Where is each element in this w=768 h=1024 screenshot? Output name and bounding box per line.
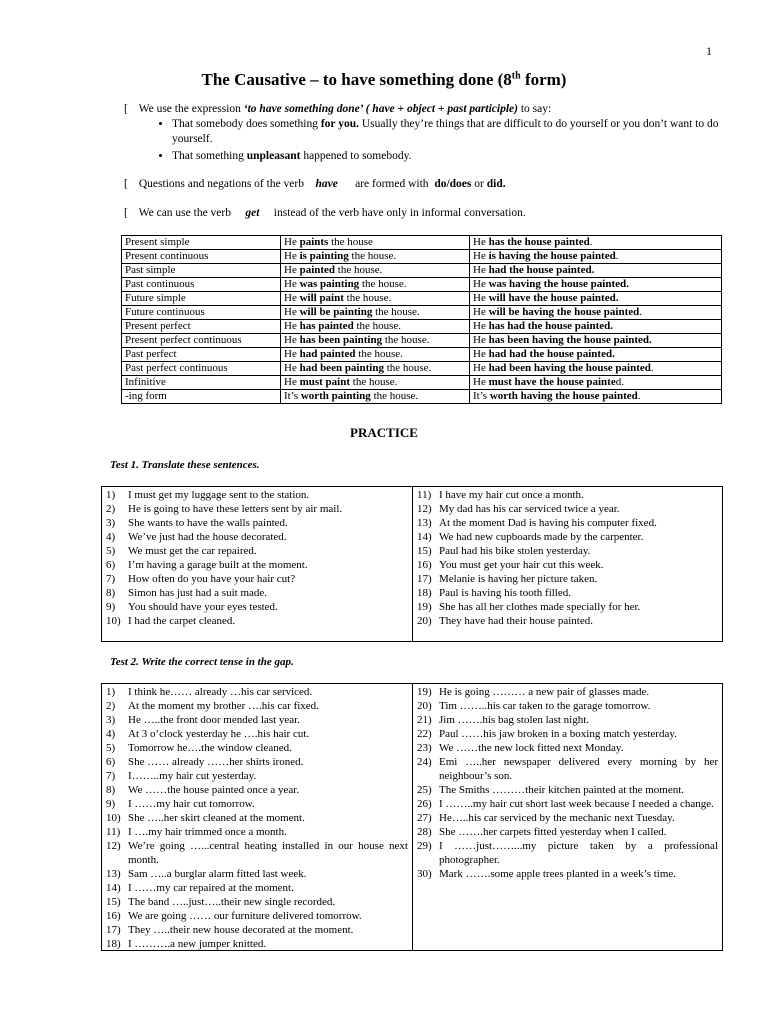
exercise-number: 4) (106, 728, 116, 740)
exercise-item (417, 727, 718, 741)
causative-form-cell: He is having the house painted. (470, 250, 722, 264)
exercise-item (106, 797, 408, 811)
exercise-number: 13) (106, 868, 121, 880)
tense-name-cell: Present perfect (122, 320, 281, 334)
exercise-number: 5) (106, 742, 116, 754)
exercise-item (417, 558, 718, 572)
exercise-sentence: I had the carpet cleaned. (128, 615, 236, 627)
exercise-number: 29) (417, 840, 432, 852)
exercise-sentence: Melanie is having her picture taken. (439, 573, 598, 585)
forms-table-row (122, 250, 722, 264)
exercise-number: 23) (417, 742, 432, 754)
exercise-number: 24) (417, 756, 432, 768)
exercise-number: 5) (106, 545, 116, 557)
tense-name-cell: Past perfect continuous (122, 362, 281, 376)
exercise-sentence: They …..their new house decorated at the moment. (128, 924, 354, 936)
causative-form-cell: He has had the house painted. (470, 320, 722, 334)
exercise-item (106, 867, 408, 881)
exercise-item (417, 586, 718, 600)
causative-form-cell: He will be having the house painted. (470, 306, 722, 320)
bullet-item: • That somebody does something for you. Usually they’re things that are difficult to do yourself or you don’t want to do yourself. (172, 117, 724, 147)
tense-name-cell: Present simple (122, 236, 281, 250)
tense-name-cell: Past continuous (122, 278, 281, 292)
test1-left-column (102, 487, 412, 641)
forms-table-row (122, 320, 722, 334)
causative-form-cell: He has been having the house painted. (470, 334, 722, 348)
exercise-number: 27) (417, 812, 432, 824)
tense-name-cell: -ing form (122, 390, 281, 404)
active-form-cell: He was painting the house. (281, 278, 470, 292)
exercise-sentence: Jim …….his bag stolen last night. (439, 714, 590, 726)
exercise-item (106, 713, 408, 727)
exercise-number: 8) (106, 587, 116, 599)
exercise-sentence: I……..my hair cut yesterday. (128, 770, 257, 782)
intro-paragraph-questions: [ Questions and negations of the verb have are formed with do/does or did. (124, 178, 506, 190)
exercise-sentence: He…..his car serviced by the mechanic next Tuesday. (439, 812, 675, 824)
exercise-sentence: How often do you have your hair cut? (128, 573, 296, 585)
exercise-number: 9) (106, 601, 116, 613)
exercise-number: 20) (417, 700, 432, 712)
exercise-number: 30) (417, 868, 432, 880)
exercise-item (106, 685, 408, 699)
exercise-number: 25) (417, 784, 432, 796)
exercise-item (106, 727, 408, 741)
exercise-number: 10) (106, 615, 121, 627)
exercise-number: 13) (417, 517, 432, 529)
exercise-item (106, 614, 408, 628)
exercise-item (417, 685, 718, 699)
exercise-sentence: Paul had his bike stolen yesterday. (439, 545, 591, 557)
active-form-cell: He will paint the house. (281, 292, 470, 306)
exercise-sentence: At 3 o’clock yesterday he ….his hair cut. (128, 728, 310, 740)
forms-table-row (122, 292, 722, 306)
exercise-item (106, 783, 408, 797)
exercise-sentence: He …..the front door mended last year. (128, 714, 300, 726)
exercise-item (106, 530, 408, 544)
causative-forms-table (121, 235, 722, 404)
page-title: The Causative – to have something done (8th form) (201, 70, 567, 89)
exercise-number: 15) (106, 896, 121, 908)
exercise-number: 26) (417, 798, 432, 810)
exercise-item (106, 909, 408, 923)
exercise-sentence: I have my hair cut once a month. (439, 489, 584, 501)
exercise-sentence: She …… already ……her shirts ironed. (128, 756, 304, 768)
exercise-sentence: We’re going …...central heating installed in our house next month. (128, 840, 408, 866)
exercise-sentence: They have had their house painted. (439, 615, 593, 627)
exercise-number: 17) (106, 924, 121, 936)
exercise-number: 19) (417, 686, 432, 698)
forms-table-row (122, 334, 722, 348)
exercise-number: 7) (106, 770, 116, 782)
causative-form-cell: He was having the house painted. (470, 278, 722, 292)
test2-heading: Test 2. Write the correct tense in the gap. (110, 656, 294, 668)
exercise-item (417, 741, 718, 755)
exercise-number: 14) (417, 531, 432, 543)
exercise-sentence: She …….her carpets fitted yesterday when I called. (439, 826, 667, 838)
exercise-item (106, 923, 408, 937)
exercise-sentence: She wants to have the walls painted. (128, 517, 288, 529)
causative-form-cell: It’s worth having the house painted. (470, 390, 722, 404)
exercise-number: 1) (106, 686, 116, 698)
exercise-sentence: Paul ……his jaw broken in a boxing match yesterday. (439, 728, 677, 740)
exercise-item (417, 713, 718, 727)
exercise-sentence: At the moment Dad is having his computer fixed. (439, 517, 657, 529)
active-form-cell: He has been painting the house. (281, 334, 470, 348)
exercise-number: 17) (417, 573, 432, 585)
causative-form-cell: He had had the house painted. (470, 348, 722, 362)
active-form-cell: He is painting the house. (281, 250, 470, 264)
exercise-sentence: He is going to have these letters sent by air mail. (128, 503, 343, 515)
exercise-sentence: At the moment my brother ….his car fixed. (128, 700, 319, 712)
exercise-item (106, 895, 408, 909)
exercise-number: 6) (106, 559, 116, 571)
exercise-item (417, 516, 718, 530)
forms-table-row (122, 362, 722, 376)
exercise-sentence: She has all her clothes made specially for her. (439, 601, 641, 613)
exercise-item (106, 839, 408, 867)
exercise-number: 10) (106, 812, 121, 824)
test1-box (101, 486, 723, 642)
test2-box (101, 683, 723, 951)
exercise-item (106, 755, 408, 769)
exercise-sentence: We had new cupboards made by the carpenter. (439, 531, 644, 543)
exercise-number: 1) (106, 489, 116, 501)
exercise-number: 12) (417, 503, 432, 515)
exercise-sentence: You must get your hair cut this week. (439, 559, 604, 571)
exercise-sentence: I ….my hair trimmed once a month. (128, 826, 287, 838)
exercise-item (417, 839, 718, 867)
test2-right-column (412, 684, 722, 950)
exercise-number: 14) (106, 882, 121, 894)
exercise-sentence: Sam …..a burglar alarm fitted last week. (128, 868, 307, 880)
exercise-number: 18) (417, 587, 432, 599)
active-form-cell: He had been painting the house. (281, 362, 470, 376)
exercise-number: 9) (106, 798, 116, 810)
forms-table-row (122, 264, 722, 278)
exercise-item (417, 530, 718, 544)
exercise-item (417, 502, 718, 516)
causative-form-cell: He has the house painted. (470, 236, 722, 250)
practice-heading: PRACTICE (350, 425, 418, 440)
exercise-item (417, 755, 718, 783)
exercise-item (106, 600, 408, 614)
exercise-number: 19) (417, 601, 432, 613)
exercise-sentence: I think he…… already …his car serviced. (128, 686, 313, 698)
active-form-cell: He painted the house. (281, 264, 470, 278)
intro-paragraph-get: [ We can use the verb get instead of the verb have only in informal conversation. (124, 207, 526, 219)
causative-form-cell: He will have the house painted. (470, 292, 722, 306)
exercise-item (417, 811, 718, 825)
active-form-cell: It’s worth painting the house. (281, 390, 470, 404)
exercise-number: 3) (106, 517, 116, 529)
bullet-item: • That something unpleasant happened to somebody. (172, 149, 724, 164)
exercise-number: 7) (106, 573, 116, 585)
causative-form-cell: He had the house painted. (470, 264, 722, 278)
intro-paragraph-usage: [ We use the expression ‘to have something done’ ( have + object + past participle) to say: • That somebody does something for you. Usually they’re things that are difficult to do yourself or you don’t want to do yourself. • That something unpleasant happened to somebody. (124, 103, 724, 164)
exercise-number: 21) (417, 714, 432, 726)
test1-right-column (412, 487, 722, 641)
exercise-sentence: We’ve just had the house decorated. (128, 531, 287, 543)
page-number: 1 (706, 44, 712, 58)
exercise-number: 4) (106, 531, 116, 543)
exercise-sentence: The Smiths ………their kitchen painted at the moment. (439, 784, 685, 796)
exercise-sentence: Mark …….some apple trees planted in a week’s time. (439, 868, 677, 880)
exercise-sentence: Tomorrow he….the window cleaned. (128, 742, 292, 754)
forms-table-row (122, 278, 722, 292)
exercise-sentence: My dad has his car serviced twice a year. (439, 503, 620, 515)
exercise-sentence: Paul is having his tooth filled. (439, 587, 571, 599)
exercise-item (417, 572, 718, 586)
exercise-item (417, 867, 718, 881)
exercise-number: 16) (106, 910, 121, 922)
exercise-sentence: I ……my car repaired at the moment. (128, 882, 294, 894)
exercise-sentence: I ……my hair cut tomorrow. (128, 798, 255, 810)
active-form-cell: He had painted the house. (281, 348, 470, 362)
active-form-cell: He paints the house (281, 236, 470, 250)
exercise-item (106, 699, 408, 713)
exercise-number: 11) (417, 489, 432, 501)
exercise-item (417, 783, 718, 797)
exercise-item (417, 544, 718, 558)
exercise-sentence: Emi …..her newspaper delivered every morning by her neighbour’s son. (439, 756, 718, 782)
forms-table-row (122, 376, 722, 390)
exercise-item (106, 811, 408, 825)
exercise-sentence: The band …..just…..their new single recorded. (128, 896, 336, 908)
exercise-sentence: I must get my luggage sent to the station. (128, 489, 310, 501)
exercise-number: 8) (106, 784, 116, 796)
causative-form-cell: He had been having the house painted. (470, 362, 722, 376)
exercise-item (106, 516, 408, 530)
exercise-number: 16) (417, 559, 432, 571)
exercise-sentence: We are going …… our furniture delivered tomorrow. (128, 910, 362, 922)
usage-bullet-list (124, 117, 724, 164)
exercise-item (417, 600, 718, 614)
exercise-number: 6) (106, 756, 116, 768)
active-form-cell: He must paint the house. (281, 376, 470, 390)
tense-name-cell: Future simple (122, 292, 281, 306)
exercise-number: 2) (106, 503, 116, 515)
exercise-item (106, 488, 408, 502)
exercise-item (417, 825, 718, 839)
forms-table-row (122, 390, 722, 404)
forms-table-row (122, 236, 722, 250)
exercise-number: 15) (417, 545, 432, 557)
exercise-item (417, 614, 718, 628)
exercise-sentence: We ……the new lock fitted next Monday. (439, 742, 624, 754)
exercise-sentence: I ……..my hair cut short last week because I needed a change. (439, 798, 714, 810)
exercise-item (106, 572, 408, 586)
tense-name-cell: Past perfect (122, 348, 281, 362)
exercise-sentence: I ……….a new jumper knitted. (128, 938, 267, 950)
exercise-item (106, 502, 408, 516)
tense-name-cell: Infinitive (122, 376, 281, 390)
exercise-item (106, 586, 408, 600)
tense-name-cell: Past simple (122, 264, 281, 278)
exercise-item (417, 797, 718, 811)
exercise-item (106, 741, 408, 755)
exercise-number: 18) (106, 938, 121, 950)
test2-left-column (102, 684, 412, 950)
exercise-item (106, 937, 408, 951)
forms-table-row (122, 348, 722, 362)
exercise-sentence: Tim ……..his car taken to the garage tomorrow. (439, 700, 651, 712)
tense-name-cell: Present continuous (122, 250, 281, 264)
causative-form-cell: He must have the house painted. (470, 376, 722, 390)
exercise-number: 28) (417, 826, 432, 838)
exercise-number: 12) (106, 840, 121, 852)
exercise-number: 20) (417, 615, 432, 627)
exercise-item (417, 699, 718, 713)
exercise-item (417, 488, 718, 502)
exercise-number: 2) (106, 700, 116, 712)
active-form-cell: He has painted the house. (281, 320, 470, 334)
exercise-number: 3) (106, 714, 116, 726)
exercise-item (106, 825, 408, 839)
exercise-sentence: We must get the car repaired. (128, 545, 257, 557)
exercise-number: 11) (106, 826, 121, 838)
exercise-item (106, 558, 408, 572)
exercise-number: 22) (417, 728, 432, 740)
exercise-sentence: We ……the house painted once a year. (128, 784, 300, 796)
test1-heading: Test 1. Translate these sentences. (110, 459, 260, 471)
tense-name-cell: Future continuous (122, 306, 281, 320)
exercise-sentence: She …..her skirt cleaned at the moment. (128, 812, 305, 824)
exercise-item (106, 769, 408, 783)
exercise-sentence: Simon has just had a suit made. (128, 587, 268, 599)
exercise-sentence: I ……just……...my picture taken by a professional photographer. (439, 840, 718, 866)
tense-name-cell: Present perfect continuous (122, 334, 281, 348)
forms-table-row (122, 306, 722, 320)
exercise-item (106, 881, 408, 895)
exercise-sentence: You should have your eyes tested. (128, 601, 278, 613)
active-form-cell: He will be painting the house. (281, 306, 470, 320)
exercise-sentence: I’m having a garage built at the moment. (128, 559, 308, 571)
exercise-sentence: He is going ……… a new pair of glasses made. (439, 686, 650, 698)
exercise-item (106, 544, 408, 558)
